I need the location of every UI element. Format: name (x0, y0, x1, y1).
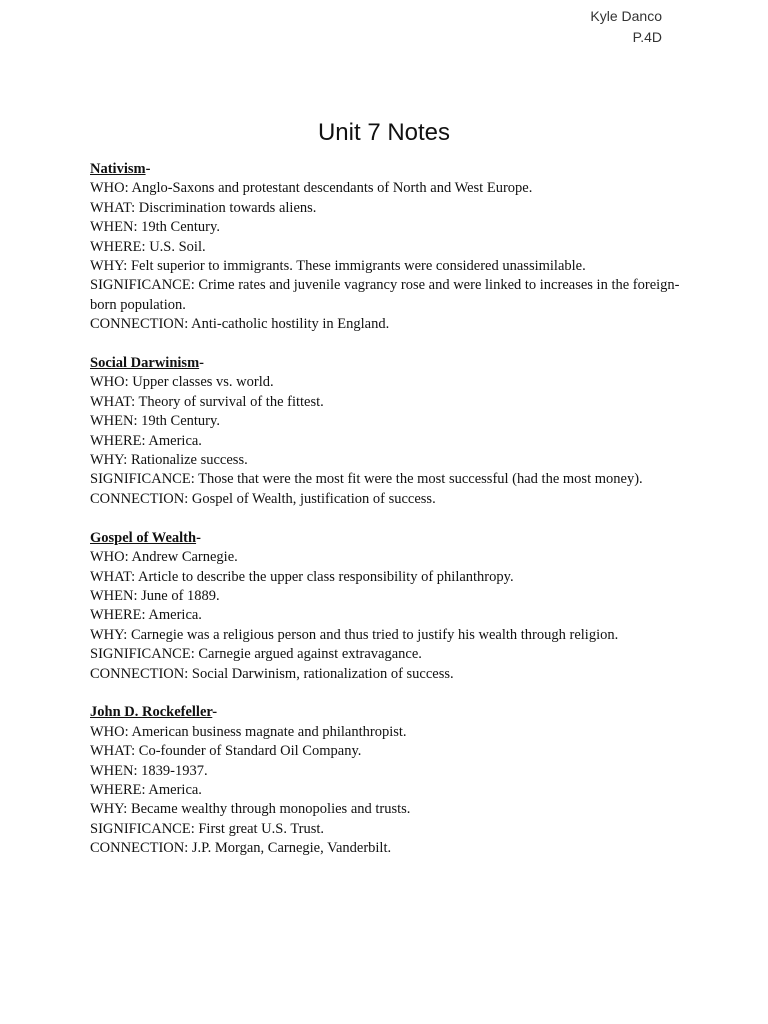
when-line: WHEN: 19th Century. (90, 219, 220, 236)
what-line: WHAT: Theory of survival of the fittest. (90, 393, 324, 410)
section-social-darwinism (90, 354, 680, 509)
section-heading (90, 529, 680, 548)
who-line: WHO: American business magnate and philanthropist. (90, 723, 407, 740)
section-heading-text: Nativism (90, 161, 146, 177)
where-line: WHERE: America. (90, 607, 202, 624)
connection-line: CONNECTION: Social Darwinism, rationalization of success. (90, 665, 454, 682)
section-heading-dash: - (145, 161, 151, 177)
who-line: WHO: Andrew Carnegie. (90, 549, 238, 566)
significance-line: SIGNIFICANCE: First great U.S. Trust. (90, 820, 325, 837)
document-header (590, 6, 662, 48)
what-line: WHAT: Co-founder of Standard Oil Company. (90, 743, 362, 760)
section-heading-text: John D. Rockefeller (90, 704, 213, 721)
section-john-d-rockefeller (90, 703, 680, 858)
where-line: WHERE: America. (90, 781, 202, 798)
where-line: WHERE: America. (90, 432, 202, 449)
who-line: WHO: Upper classes vs. world. (90, 374, 274, 391)
section-heading-text: Gospel of Wealth (90, 529, 197, 546)
section-nativism (90, 160, 680, 335)
section-heading-text: Social Darwinism (90, 355, 200, 372)
who-line: WHO: Anglo-Saxons and protestant descendants of North and West Europe. (90, 180, 533, 197)
why-line: WHY: Carnegie was a religious person and thus tried to justify his wealth through religion. (90, 626, 619, 643)
notes-body (90, 160, 680, 878)
significance-line: SIGNIFICANCE: Carnegie argued against extravagance. (90, 646, 422, 663)
when-line: WHEN: June of 1889. (90, 587, 220, 604)
significance-line: SIGNIFICANCE: Those that were the most fit were the most successful (had the most money). (90, 471, 643, 488)
section-heading-dash: - (199, 355, 204, 372)
why-line: WHY: Rationalize success. (90, 452, 248, 469)
section-heading-dash: - (196, 529, 201, 546)
where-line: WHERE: U.S. Soil. (90, 238, 206, 255)
section-heading (90, 703, 680, 722)
author-name: Kyle Danco (590, 8, 662, 24)
why-line: WHY: Felt superior to immigrants. These immigrants were considered unassimilable. (90, 258, 586, 275)
connection-line: CONNECTION: J.P. Morgan, Carnegie, Vanderbilt. (90, 840, 392, 857)
what-line: WHAT: Article to describe the upper class responsibility of philanthropy. (90, 568, 514, 585)
when-line: WHEN: 19th Century. (90, 413, 220, 430)
what-line: WHAT: Discrimination towards aliens. (90, 199, 317, 216)
why-line: WHY: Became wealthy through monopolies and trusts. (90, 801, 411, 818)
when-line: WHEN: 1839-1937. (90, 762, 208, 779)
connection-line: CONNECTION: Anti-catholic hostility in England. (90, 316, 390, 333)
section-gospel-of-wealth (90, 529, 680, 684)
class-period: P.4D (632, 29, 662, 45)
significance-line: SIGNIFICANCE: Crime rates and juvenile vagrancy rose and were linked to increases in the foreign-born population. (90, 277, 680, 313)
section-heading (90, 160, 680, 179)
section-heading-dash: - (212, 704, 218, 721)
section-heading (90, 354, 680, 373)
page-title: Unit 7 Notes (317, 119, 451, 146)
connection-line: CONNECTION: Gospel of Wealth, justification of success. (90, 490, 436, 507)
